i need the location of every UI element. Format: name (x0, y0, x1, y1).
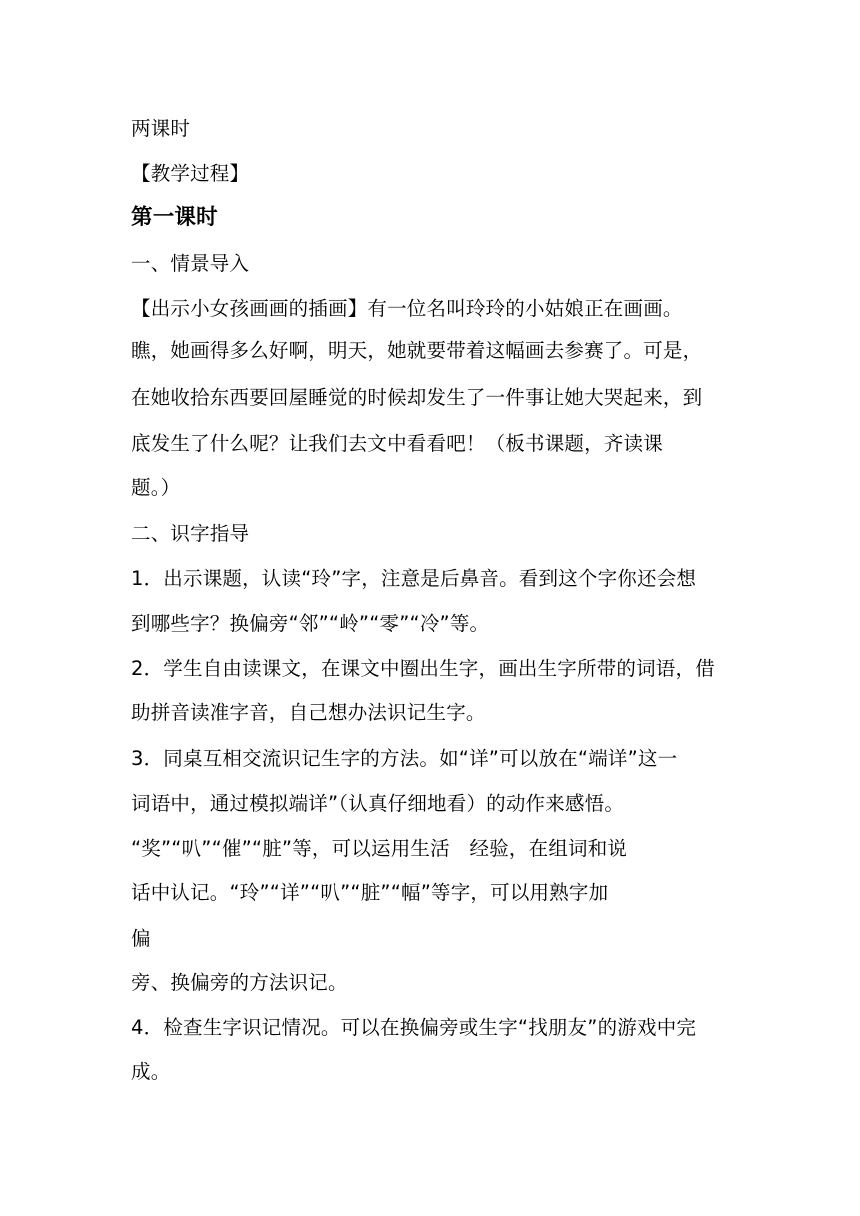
class-hours-text: 两课时 (131, 117, 191, 140)
paragraph-line: 话中认记。“玲”“详”“叭”“脏”“幅”等字，可以用熟字加 (131, 881, 609, 904)
paragraph-line: 瞧，她画得多么好啊，明天，她就要带着这幅画去参赛了。可是， (131, 339, 703, 362)
paragraph-line: 在她收拾东西要回屋睡觉的时候却发生了一件事让她大哭起来，到 (131, 386, 703, 409)
paragraph-line: 词语中，通过模拟端详”（认真仔细地看）的动作来感悟。 (131, 792, 625, 815)
paragraph-line: 偏 (131, 927, 151, 950)
teaching-process-heading: 【教学过程】 (131, 162, 250, 185)
paragraph-line: 3．同桌互相交流识记生字的方法。如“详”可以放在“端详”这一 (131, 747, 678, 770)
section-2-heading: 二、识字指导 (131, 522, 250, 545)
paragraph-line: 到哪些字？换偏旁“邻”“岭”“零”“冷”等。 (131, 612, 490, 635)
paragraph-line: 2．学生自由读课文，在课文中圈出生字，画出生字所带的词语，借 (131, 657, 715, 680)
paragraph-line: 4．检查生字识记情况。可以在换偏旁或生字“找朋友”的游戏中完 (131, 1016, 697, 1039)
section-1-heading: 一、情景导入 (131, 252, 250, 275)
first-lesson-heading: 第一课时 (131, 205, 218, 230)
paragraph-line: 底发生了什么呢？让我们去文中看看吧！（板书课题，齐读课 (131, 432, 663, 455)
paragraph-line: 【出示小女孩画画的插画】有一位名叫玲玲的小姑娘正在画画。 (131, 297, 683, 320)
paragraph-line: 1．出示课题，认读“玲”字，注意是后鼻音。看到这个字你还会想 (131, 567, 697, 590)
paragraph-line: 题。） (131, 476, 181, 499)
paragraph-line: “奖”“叭”“催”“脏”等，可以运用生活 经验，在组词和说 (131, 837, 628, 860)
paragraph-line: 旁、换偏旁的方法识记。 (131, 971, 348, 994)
paragraph-line: 助拼音读准字音，自己想办法识记生字。 (131, 701, 486, 724)
paragraph-line: 成。 (131, 1060, 171, 1083)
